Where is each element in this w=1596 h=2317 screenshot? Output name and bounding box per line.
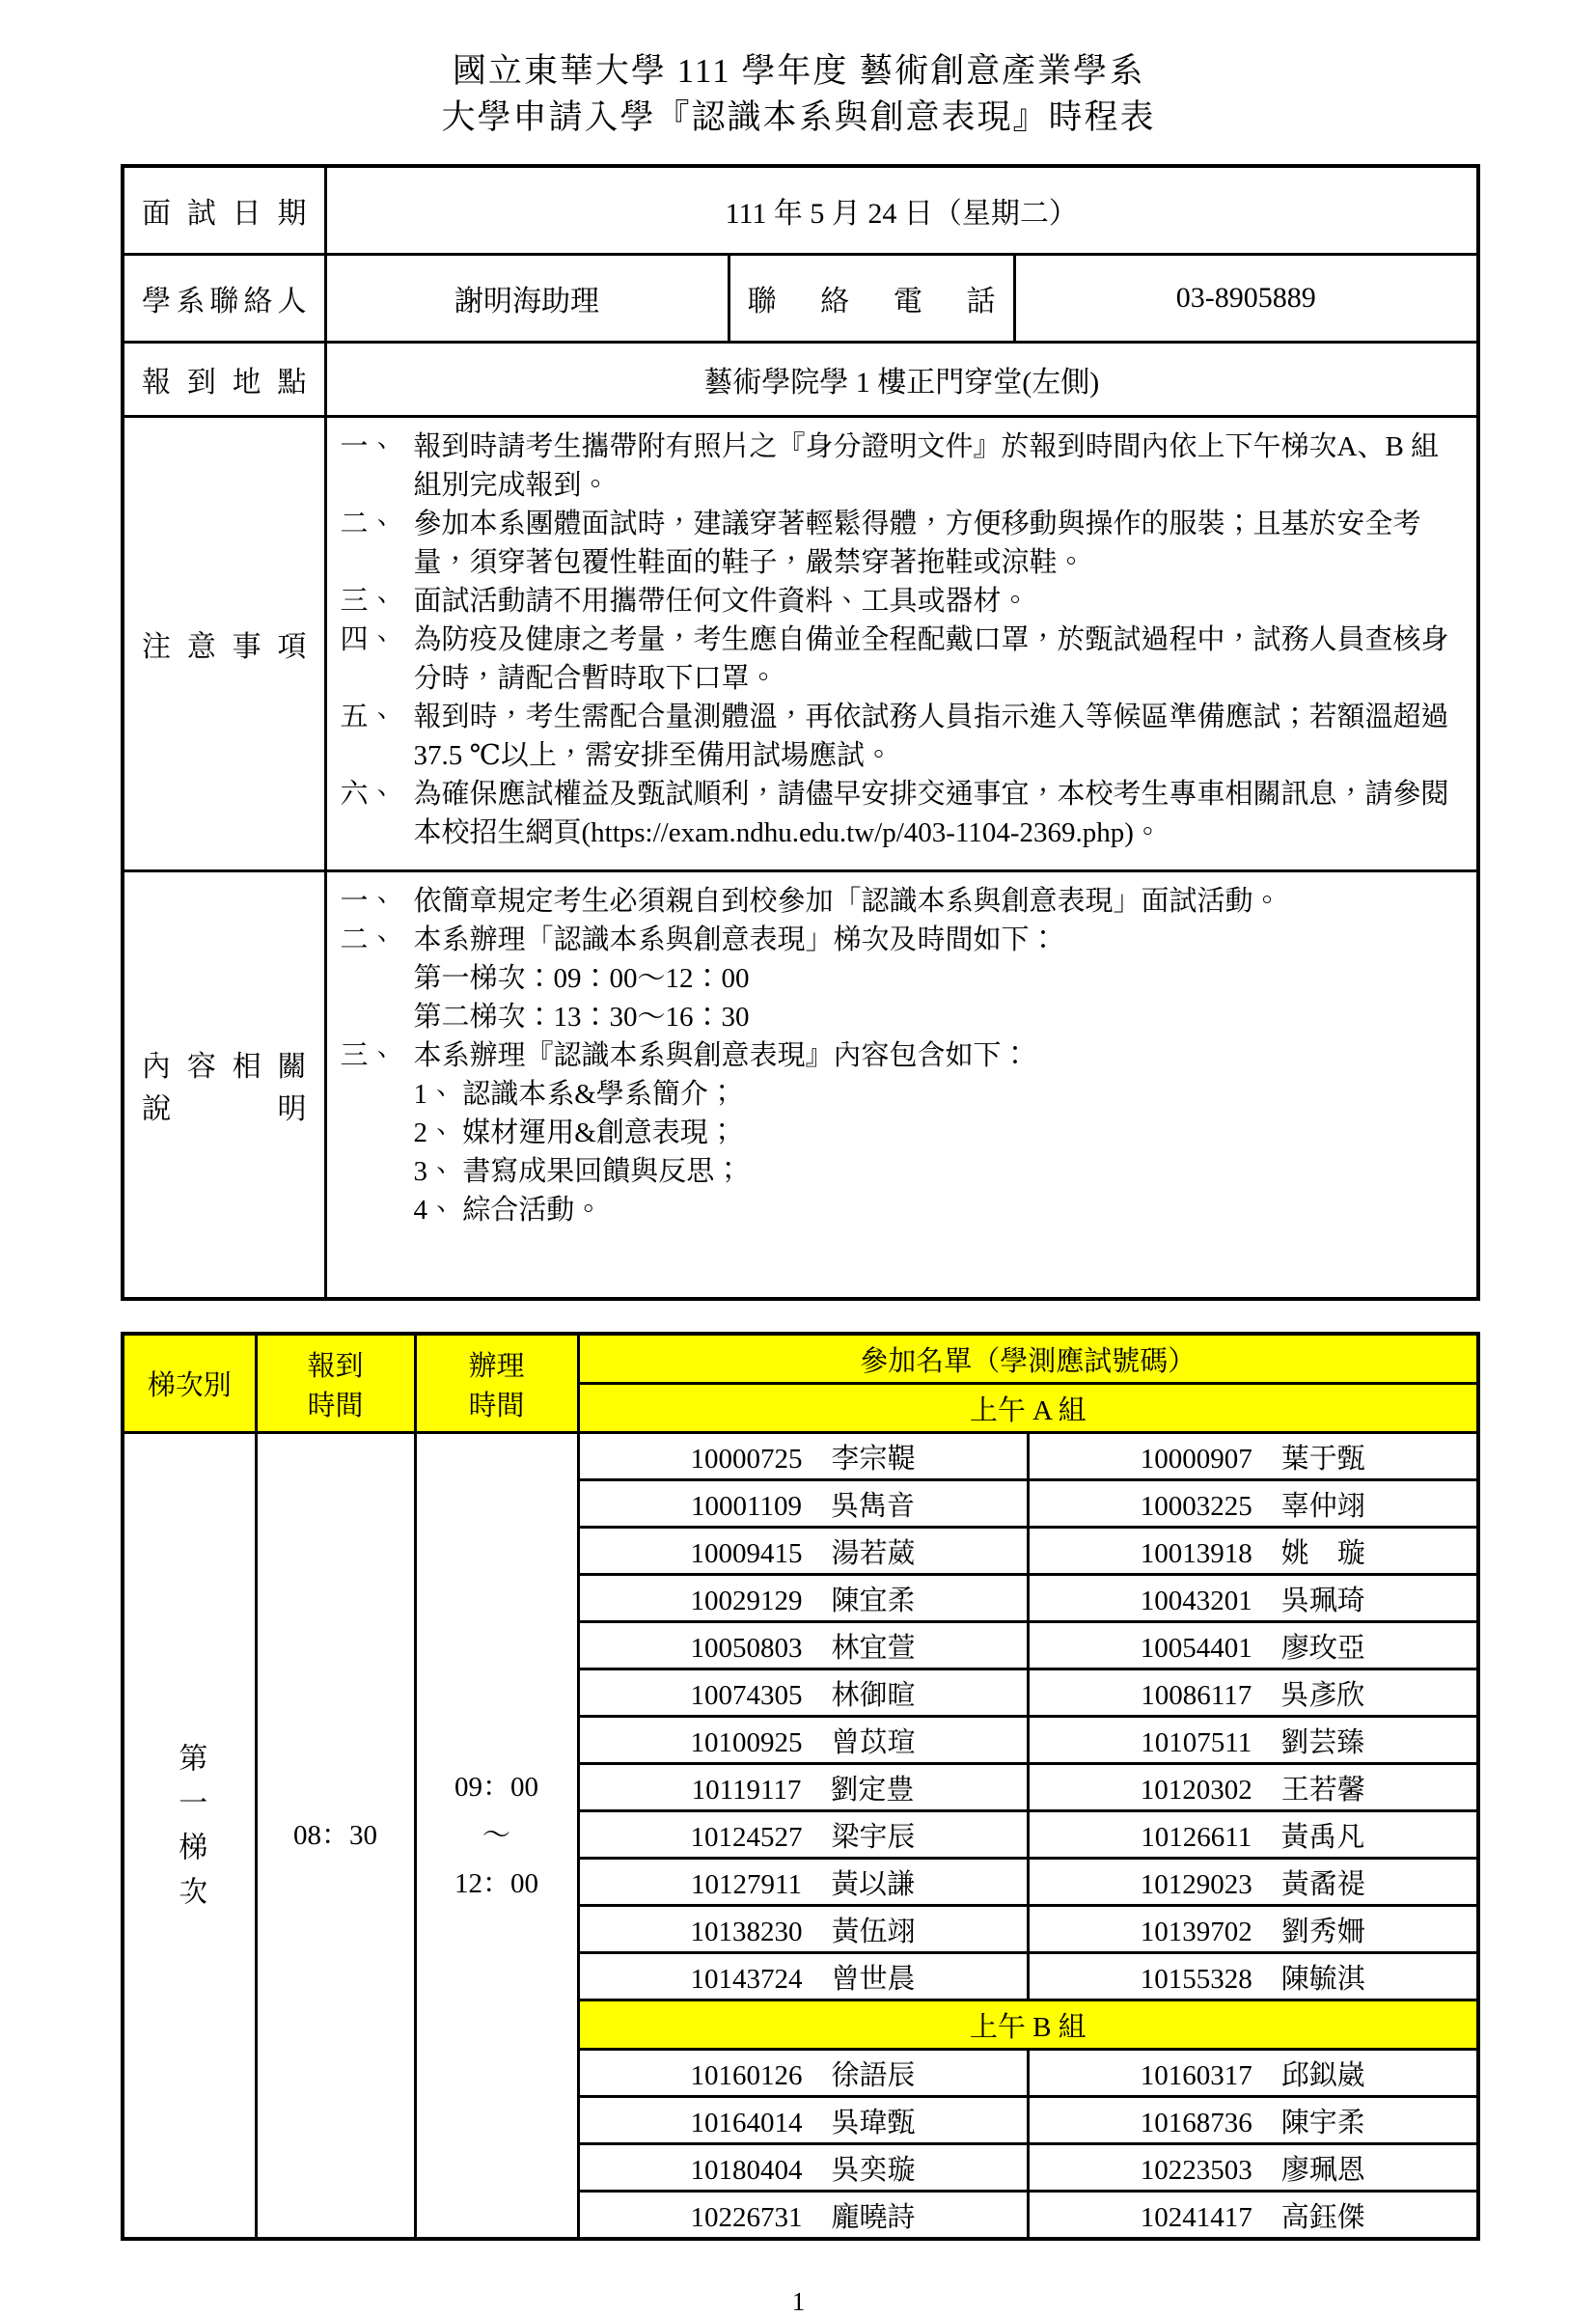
candidate-id: 10164014 (690, 2107, 803, 2138)
candidate-id: 10013918 (1140, 1537, 1252, 1569)
item-text: 本系辦理「認識本系與創意表現」梯次及時間如下： 第一梯次：09：00～12：00 第二梯次：13：30～16：30 (414, 921, 1464, 1036)
candidate-id: 10129023 (1140, 1868, 1252, 1900)
roster-cell (1028, 2144, 1478, 2192)
candidate-id: 10138230 (690, 1916, 803, 1947)
item-number: 二、 (340, 924, 397, 955)
candidate-id: 10120302 (1140, 1774, 1252, 1806)
list-item (341, 775, 1464, 852)
item-number: 一、 (340, 431, 397, 462)
candidate-name: 曾世晨 (831, 1963, 916, 1995)
roster-cell (578, 1859, 1028, 1906)
interview-date-value: 111 年 5 月 24 日（星期二） (325, 166, 1478, 255)
candidate-name: 姚 璇 (1280, 1537, 1365, 1569)
group-a-header: 上午 A 組 (578, 1384, 1478, 1433)
candidate-id: 10124527 (690, 1821, 803, 1853)
schedule-table (121, 1332, 1480, 2241)
roster-cell (1028, 1622, 1478, 1669)
notes-list (341, 428, 1464, 852)
schedule-body (123, 1334, 1478, 2239)
list-item (341, 582, 1464, 621)
item-number: 四、 (340, 624, 397, 655)
candidate-id: 10223503 (1140, 2154, 1252, 2186)
candidate-id: 10180404 (690, 2154, 803, 2186)
roster-cell (578, 2050, 1028, 2097)
roster-cell (578, 1528, 1028, 1575)
group-b-header: 上午 B 組 (578, 2000, 1478, 2050)
roster-cell (1028, 1528, 1478, 1575)
tier-name: 第一梯次 (174, 1743, 206, 1920)
candidate-id: 10139702 (1140, 1916, 1252, 1947)
candidate-name: 黃以謙 (830, 1868, 915, 1900)
candidate-id: 10000907 (1140, 1443, 1252, 1475)
candidate-name: 吳珮琦 (1280, 1585, 1365, 1616)
contact-label: 學系聯絡人 (123, 255, 325, 343)
roster-cell (1028, 1433, 1478, 1480)
location-label: 報到地點 (123, 343, 325, 417)
item-number: 三、 (340, 586, 397, 617)
candidate-name: 黃矞禔 (1280, 1868, 1365, 1900)
item-text: 為防疫及健康之考量，考生應自備並全程配戴口罩，於甄試過程中，試務人員查核身分時，請配合暫時取下口罩。 (413, 624, 1449, 694)
item-text: 報到時請考生攜帶附有照片之『身分證明文件』於報到時間內依上下午梯次A、B 組組別完成報到。 (413, 431, 1440, 501)
candidate-name: 劉芸臻 (1280, 1726, 1365, 1758)
document-title-line1: 國立東華大學 111 學年度 藝術創意產業學系 (452, 52, 1145, 90)
roster-cell (578, 1622, 1028, 1669)
candidate-name: 劉定豊 (830, 1774, 915, 1806)
item-number: 二、 (340, 509, 397, 539)
list-item (341, 428, 1464, 505)
roster-cell (578, 2192, 1028, 2240)
list-item (341, 921, 1464, 1036)
phone-value: 03-8905889 (1014, 255, 1478, 343)
tier-cell (123, 1433, 256, 2240)
roster-cell (578, 1953, 1028, 2000)
process-column-header: 辦理 時間 (415, 1334, 578, 1433)
candidate-id: 10009415 (690, 1537, 803, 1569)
notes-cell (325, 417, 1478, 871)
roster-cell (578, 1717, 1028, 1764)
candidate-name: 邱鉯崴 (1280, 2059, 1365, 2091)
item-number: 五、 (340, 702, 397, 732)
item-text: 參加本系團體面試時，建議穿著輕鬆得體，方便移動與操作的服裝；且基於安全考量，須穿著包覆性鞋面的鞋子，嚴禁穿著拖鞋或涼鞋。 (413, 509, 1421, 578)
candidate-id: 10241417 (1140, 2201, 1252, 2233)
content-label: 內容相關 說明 (123, 871, 325, 1300)
content-list (341, 882, 1464, 1229)
candidate-name: 辜仲翊 (1280, 1490, 1365, 1522)
candidate-name: 黃伍翊 (831, 1916, 916, 1947)
candidate-id: 10043201 (1140, 1585, 1252, 1616)
roster-cell (1028, 1717, 1478, 1764)
roster-cell (1028, 2192, 1478, 2240)
candidate-name: 李宗鞮 (831, 1443, 916, 1475)
candidate-id: 10074305 (690, 1679, 803, 1711)
candidate-id: 10160126 (690, 2059, 803, 2091)
roster-cell (578, 1575, 1028, 1622)
page-number: 1 (791, 2287, 806, 2316)
item-text: 為確保應試權益及甄試順利，請儘早安排交通事宜，本校考生專車相關訊息，請參閱本校招生網頁(https://exam.ndhu.edu.tw/p/403-1104-2369.php)。 (413, 779, 1449, 848)
roster-cell (578, 2097, 1028, 2144)
candidate-name: 吳雋音 (830, 1490, 915, 1522)
candidate-name: 陳宜柔 (831, 1585, 916, 1616)
interview-date-label: 面試日期 (123, 166, 325, 255)
location-value: 藝術學院學 1 樓正門穿堂(左側) (325, 343, 1478, 417)
candidate-name: 廖珮恩 (1280, 2154, 1365, 2186)
candidate-name: 林宜萱 (831, 1632, 916, 1664)
roster-cell (1028, 1859, 1478, 1906)
candidate-name: 徐語辰 (831, 2059, 916, 2091)
candidate-name: 吳瑋甄 (831, 2107, 916, 2138)
roster-row-first (123, 1433, 1478, 1480)
candidate-name: 王若馨 (1280, 1774, 1365, 1806)
content-cell (325, 871, 1478, 1300)
candidate-id: 10168736 (1140, 2107, 1252, 2138)
candidate-name: 廖玫亞 (1280, 1632, 1365, 1664)
list-item (341, 505, 1464, 582)
item-text: 報到時，考生需配合量測體溫，再依試務人員指示進入等候區準備應試；若額溫超過 37.5 ℃以上，需安排至備用試場應試。 (413, 702, 1449, 771)
roster-cell (1028, 2050, 1478, 2097)
sub-line: 2、 媒材運用&創意表現； (413, 1117, 736, 1148)
candidate-name: 陳宇柔 (1280, 2107, 1365, 2138)
list-item (341, 621, 1464, 698)
candidate-id: 10119117 (691, 1774, 802, 1806)
notes-label: 注意事項 (123, 417, 325, 871)
candidate-name: 高鈺傑 (1280, 2201, 1365, 2233)
candidate-id: 10127911 (691, 1868, 802, 1900)
candidate-name: 曾苡瑄 (831, 1726, 916, 1758)
roster-cell (1028, 1575, 1478, 1622)
document-content (121, 48, 1476, 2317)
roster-cell (1028, 2097, 1478, 2144)
sub-line: 第一梯次：09：00～12：00 (413, 963, 750, 994)
candidate-name: 黃禹凡 (1280, 1821, 1365, 1853)
candidate-name: 吳奕璇 (831, 2154, 916, 2186)
item-text: 面試活動請不用攜帶任何文件資料、工具或器材。 (413, 586, 1030, 617)
candidate-name: 湯若葳 (831, 1537, 916, 1569)
candidate-name: 劉秀姍 (1280, 1916, 1365, 1947)
item-number: 六、 (340, 779, 397, 810)
candidate-id: 10126611 (1141, 1821, 1252, 1853)
roster-cell (578, 1433, 1028, 1480)
roster-cell (578, 2144, 1028, 2192)
schedule-header-row-1 (123, 1334, 1478, 1384)
roster-header: 參加名單（學測應試號碼） (578, 1334, 1478, 1384)
sub-line: 1、 認識本系&學系簡介； (413, 1079, 736, 1110)
roster-cell (1028, 1811, 1478, 1859)
roster-cell (578, 1480, 1028, 1528)
item-text: 依簡章規定考生必須親自到校參加「認識本系與創意表現」面試活動。 (413, 886, 1281, 917)
notes-row (123, 417, 1478, 871)
item-text: 本系辦理『認識本系與創意表現』內容包含如下： 1、 認識本系&學系簡介； 2、 媒材運用&創意表現； 3、 書寫成果回饋與反思； 4、 綜合活動。 (414, 1036, 1464, 1229)
roster-cell (1028, 1953, 1478, 2000)
interview-date-row (123, 166, 1478, 255)
item-number: 三、 (340, 1040, 397, 1071)
candidate-name: 葉于甄 (1280, 1443, 1365, 1475)
list-item (341, 698, 1464, 775)
roster-cell (578, 1764, 1028, 1811)
candidate-id: 10107511 (1141, 1726, 1252, 1758)
roster-cell (1028, 1764, 1478, 1811)
tier-column-header: 梯次別 (123, 1334, 256, 1433)
candidate-id: 10226731 (690, 2201, 803, 2233)
candidate-id: 10100925 (690, 1726, 803, 1758)
roster-cell (578, 1669, 1028, 1717)
location-row (123, 343, 1478, 417)
candidate-name: 陳毓淇 (1280, 1963, 1365, 1995)
item-number: 一、 (340, 886, 397, 917)
candidate-name: 梁宇辰 (831, 1821, 916, 1853)
candidate-id: 10029129 (690, 1585, 803, 1616)
roster-cell (1028, 1669, 1478, 1717)
phone-label: 聯絡電話 (729, 255, 1014, 343)
content-row (123, 871, 1478, 1300)
candidate-name: 吳彥欣 (1280, 1679, 1365, 1711)
checkin-time-cell: 08：30 (256, 1433, 415, 2240)
info-table (121, 164, 1480, 1301)
candidate-id: 10160317 (1140, 2059, 1252, 2091)
candidate-id: 10086117 (1141, 1679, 1252, 1711)
candidate-id: 10000725 (690, 1443, 803, 1475)
contact-row (123, 255, 1478, 343)
sub-line: 3、 書寫成果回饋與反思； (413, 1156, 743, 1187)
candidate-name: 龐曉詩 (831, 2201, 916, 2233)
process-time-cell: 09：00 ～ 12：00 (415, 1433, 578, 2240)
candidate-id: 10143724 (690, 1963, 803, 1995)
list-item (341, 1036, 1464, 1229)
candidate-name: 林御暄 (831, 1679, 916, 1711)
roster-cell (578, 1906, 1028, 1953)
roster-cell (1028, 1906, 1478, 1953)
roster-cell (578, 1811, 1028, 1859)
candidate-id: 10001109 (691, 1490, 802, 1522)
roster-cell (1028, 1480, 1478, 1528)
sub-line: 第二梯次：13：30～16：30 (413, 1002, 750, 1033)
contact-value: 謝明海助理 (325, 255, 729, 343)
candidate-id: 10155328 (1140, 1963, 1252, 1995)
candidate-id: 10003225 (1140, 1490, 1252, 1522)
checkin-column-header: 報到 時間 (256, 1334, 415, 1433)
document-title-line2: 大學申請入學『認識本系與創意表現』時程表 (441, 98, 1156, 136)
sub-line: 4、 綜合活動。 (413, 1195, 603, 1226)
candidate-id: 10050803 (690, 1632, 803, 1664)
list-item (341, 882, 1464, 921)
candidate-id: 10054401 (1140, 1632, 1252, 1664)
